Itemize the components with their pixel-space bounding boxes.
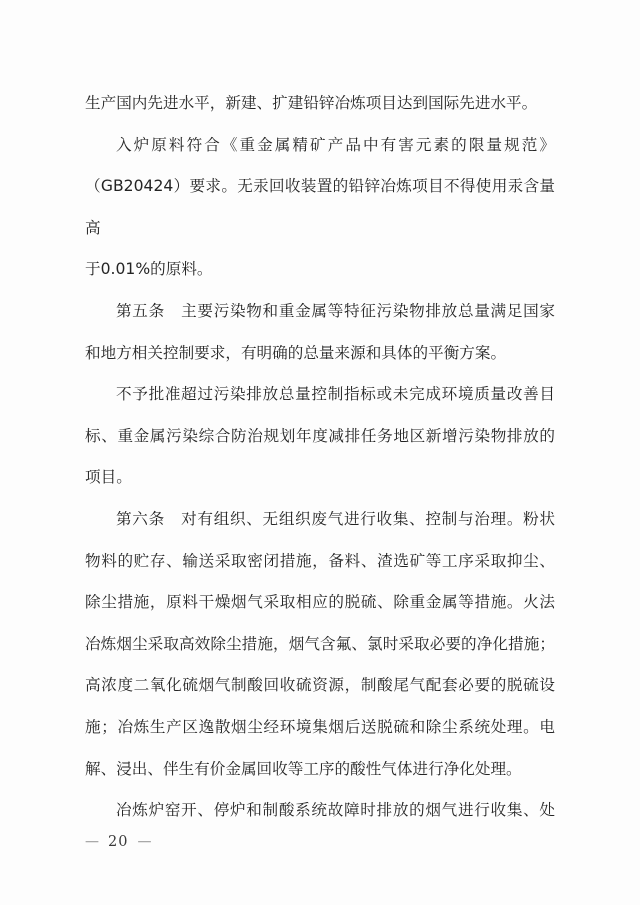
footer-right-dash: — <box>137 835 152 849</box>
page-number: 20 <box>108 834 129 850</box>
text-line: 冶炼炉窑开、停炉和制酸系统故障时排放的烟气进行收集、处 <box>116 801 555 820</box>
text-line: 高浓度二氧化硫烟气制酸回收硫资源，制酸尾气配套必要的脱硫设 <box>85 676 555 695</box>
text-line: 物料的贮存、输送采取密闭措施，备料、渣选矿等工序采取抑尘、 <box>85 551 555 570</box>
text-line: 施；冶炼生产区逸散烟尘经环境集烟后送脱硫和除尘系统处理。电 <box>85 717 555 736</box>
text-line: 不予批准超过污染排放总量控制指标或未完成环境质量改善目 <box>116 385 555 404</box>
text-line: 除尘措施，原料干燥烟气采取相应的脱硫、除重金属等措施。火法 <box>85 593 555 612</box>
text-line: 生产国内先进水平，新建、扩建铅锌冶炼项目达到国际先进水平。 <box>85 94 538 112</box>
footer-left-dash: — <box>85 835 99 849</box>
text-line: 入炉原料符合《重金属精矿产品中有害元素的限量规范》 <box>116 135 555 154</box>
text-line: 第六条 对有组织、无组织废气进行收集、控制与治理。粉状 <box>116 509 555 528</box>
text-line: 标、重金属污染综合防治规划年度减排任务地区新增污染物排放的 <box>85 426 555 445</box>
text-line: （GB20424）要求。无汞回收装置的铅锌冶炼项目不得使用汞含量高 <box>85 177 555 237</box>
text-line: 项目。 <box>85 468 132 487</box>
text-line: 和地方相关控制要求，有明确的总量来源和具体的平衡方案。 <box>85 343 507 362</box>
text-line: 于0.01%的原料。 <box>85 260 213 279</box>
text-line: 第五条 主要污染物和重金属等特征污染物排放总量满足国家 <box>116 301 555 320</box>
page-footer <box>85 834 151 850</box>
text-line: 冶炼烟尘采取高效除尘措施，烟气含氟、氯时采取必要的净化措施； <box>85 634 555 653</box>
document-body <box>85 83 555 832</box>
text-line: 解、浸出、伴生有价金属回收等工序的酸性气体进行净化处理。 <box>85 759 522 778</box>
